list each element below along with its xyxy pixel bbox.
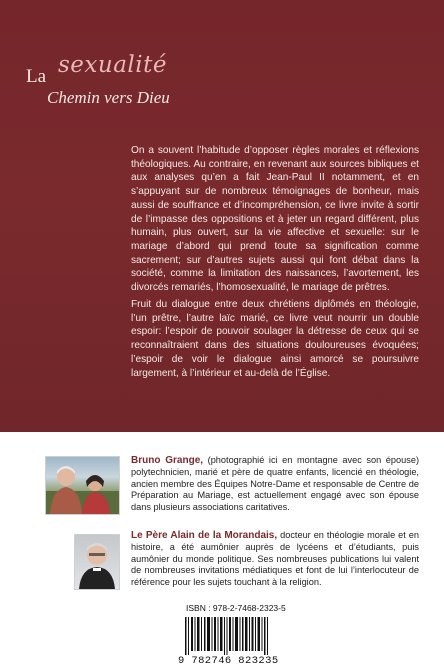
author-bio-text-2: docteur en théologie morale et en histoire, a été aumônier auprès de lycéens et d’étudiants, puis aumônier du monde politique. Ses nombreuses publications lui valent de nombreuses invitations médiatiques et font de lui l’interlocuteur de référence pour les sujets touchant à la religion. bbox=[131, 530, 419, 588]
barcode-bars bbox=[181, 615, 274, 655]
author-name-2: Le Père Alain de la Morandais, bbox=[131, 530, 278, 541]
author-photo-couple bbox=[45, 456, 120, 515]
description-paragraph-1: On a souvent l’habitude d’opposer règles morales et réflexions théologiques. Au contraire, en revenant aux sources bibliques et aux analyses qu’en a fait Jean-Paul II notamment, et en s’appuyant sur de nombreux témoignages de bonheur, mais aussi de souffrance et d’incompréhension, ce livre invite à sortir de l’impasse des oppositions et à jeter un regard différent, plus humain, plus ouvert, sur la vie affective et sexuelle: sur le mariage d’abord qui prend toute sa signification comme sacrement; sur d’autres sujets aussi qui font débat dans la société, comme la limitation des naissances, l’avortement, les divorcés remariés, l’homosexualité, le mariage de prêtres. bbox=[131, 145, 419, 294]
description-paragraph-2: Fruit du dialogue entre deux chrétiens diplômés en théologie, l’un prêtre, l’autre laïc marié, ce livre veut nourrir un double espoir: l’espoir de pouvoir soulager la détresse de ceux qui se reconnaîtraient dans des situations douloureuses évoquées; l’espoir de voir le dialogue ainsi amorcé se poursuivre largement, à l’intérieur et au-delà de l’Église. bbox=[131, 299, 419, 379]
book-subtitle: Chemin vers Dieu bbox=[47, 88, 170, 107]
isbn-label: ISBN : 978-2-7468-2323-5 bbox=[186, 603, 286, 613]
title-main: sexualité bbox=[58, 52, 167, 78]
author-bio-text-1: (photographié ici en montagne avec son épouse) polytechnicien, marié et père de quatre enfants, licencié en théologie, ancien membre des Équipes Notre-Dame et responsable de Centre de Préparation au Mariage, est actuellement engagé avec son épouse dans plusieurs associations caritatives. bbox=[131, 455, 420, 513]
author-photo-priest bbox=[74, 534, 120, 590]
barcode-digits: 9 782746 823235 bbox=[178, 655, 279, 667]
author-bio-1 bbox=[131, 455, 419, 514]
author-bio-2 bbox=[131, 530, 419, 589]
title-article: La bbox=[26, 66, 47, 87]
author-name-1: Bruno Grange, bbox=[131, 455, 204, 466]
